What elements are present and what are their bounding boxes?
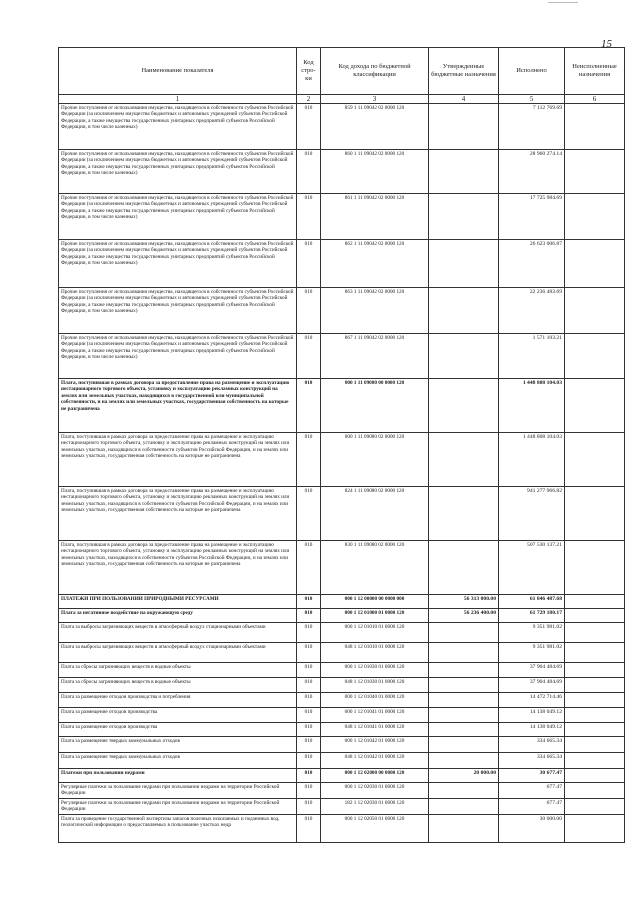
row-line-code: 010 xyxy=(297,433,321,487)
row-line-code: 010 xyxy=(297,379,321,433)
row-executed: 9 351 981.02 xyxy=(499,643,565,663)
row-income-code: 000 1 11 09080 02 0000 120 xyxy=(321,433,429,487)
row-executed: 14 138 049.12 xyxy=(499,723,565,737)
row-name: Прочие поступления от использования имущества, находящегося в собственности субъектов Российской Федерации (за исключением имущества бюджетных и автономных учреждений субъектов Российской Федерации, а также имущества государственных унитарных предприятий субъектов Российской Федерации, в том числе казенных) xyxy=(59,334,297,379)
row-approved xyxy=(429,783,499,799)
row-name: Платежи при пользовании недрами xyxy=(59,769,297,783)
table-row xyxy=(59,150,625,194)
row-unexecuted xyxy=(565,595,625,609)
table-row xyxy=(59,104,625,150)
row-line-code: 010 xyxy=(297,799,321,815)
row-executed: 61 729 180.17 xyxy=(499,609,565,623)
table-row xyxy=(59,334,625,379)
table-row xyxy=(59,623,625,643)
row-income-code: 000 1 12 01000 01 0000 120 xyxy=(321,609,429,623)
row-line-code: 010 xyxy=(297,753,321,769)
row-income-code: 048 1 12 01042 01 0000 120 xyxy=(321,753,429,769)
row-executed: 22 236 483.69 xyxy=(499,288,565,334)
row-income-code: 860 1 11 09042 02 0000 120 xyxy=(321,150,429,194)
table-row xyxy=(59,541,625,595)
row-executed: 1 571 103.21 xyxy=(499,334,565,379)
row-executed: 30 677.47 xyxy=(499,769,565,783)
column-number: 6 xyxy=(565,95,625,104)
table-row xyxy=(59,609,625,623)
row-name: Прочие поступления от использования имущества, находящегося в собственности субъектов Российской Федерации (за исключением имущества бюджетных и автономных учреждений субъектов Российской Федерации, а также имущества государственных унитарных предприятий субъектов Российской Федерации, в том числе казенных) xyxy=(59,240,297,288)
table-row xyxy=(59,288,625,334)
table-header-row xyxy=(59,48,625,95)
row-unexecuted xyxy=(565,693,625,708)
row-income-code: 000 1 12 01042 01 0000 120 xyxy=(321,737,429,753)
row-approved: 56 236 400.00 xyxy=(429,609,499,623)
row-income-code: 000 1 12 01030 01 0000 120 xyxy=(321,663,429,678)
table-row xyxy=(59,379,625,433)
row-income-code: 182 1 12 02030 01 0000 120 xyxy=(321,799,429,815)
page-number: 15 xyxy=(601,38,612,50)
column-number: 3 xyxy=(321,95,429,104)
row-income-code: 824 1 11 09080 02 0000 120 xyxy=(321,487,429,541)
row-name: Регулярные платежи за пользование недрами при пользовании недрами на территории Российской Федерации xyxy=(59,783,297,799)
column-number: 2 xyxy=(297,95,321,104)
row-executed: 7 112 769.69 xyxy=(499,104,565,150)
row-executed: 1 448 808 104.03 xyxy=(499,433,565,487)
row-name: Прочие поступления от использования имущества, находящегося в собственности субъектов Российской Федерации (за исключением имущества бюджетных и автономных учреждений субъектов Российской Федерации, а также имущества государственных унитарных предприятий субъектов Российской Федерации, в том числе казенных) xyxy=(59,288,297,334)
row-approved xyxy=(429,433,499,487)
table-row xyxy=(59,595,625,609)
row-executed: 14 472 714.46 xyxy=(499,693,565,708)
row-approved xyxy=(429,104,499,150)
row-line-code: 010 xyxy=(297,769,321,783)
row-approved xyxy=(429,737,499,753)
row-executed: 677.47 xyxy=(499,799,565,815)
scan-artifact-line xyxy=(548,2,578,3)
row-income-code: 048 1 12 01041 01 0000 120 xyxy=(321,723,429,737)
header-line-code: Код стро-ки xyxy=(297,48,321,95)
row-unexecuted xyxy=(565,723,625,737)
row-unexecuted xyxy=(565,541,625,595)
row-unexecuted xyxy=(565,663,625,678)
row-executed: 61 846 487.68 xyxy=(499,595,565,609)
table-row xyxy=(59,643,625,663)
header-executed: Исполнено xyxy=(499,48,565,95)
row-line-code: 010 xyxy=(297,541,321,595)
row-approved xyxy=(429,693,499,708)
row-executed: 37 904 484.69 xyxy=(499,663,565,678)
column-number: 5 xyxy=(499,95,565,104)
row-approved xyxy=(429,678,499,693)
table-row xyxy=(59,753,625,769)
row-executed: 9 351 981.02 xyxy=(499,623,565,643)
row-approved: 20 000.00 xyxy=(429,769,499,783)
row-income-code: 000 1 11 09080 00 0000 120 xyxy=(321,379,429,433)
row-unexecuted xyxy=(565,737,625,753)
row-income-code: 862 1 11 09042 02 0000 120 xyxy=(321,240,429,288)
row-executed: 17 725 984.69 xyxy=(499,194,565,240)
row-line-code: 010 xyxy=(297,609,321,623)
row-line-code: 010 xyxy=(297,150,321,194)
row-income-code: 000 1 12 02050 01 0000 120 xyxy=(321,815,429,843)
row-unexecuted xyxy=(565,433,625,487)
row-name: Плата, поступившая в рамках договора за предоставление права на размещение и эксплуатацию нестационарного торгового объекта, установку и эксплуатацию рекламных конструкций на землях или земельных участках, находящихся в собственности субъектов Российской Федерации, и на землях или земельных участках, государственная собственность на которые не разграничена xyxy=(59,487,297,541)
row-unexecuted xyxy=(565,104,625,150)
row-name: Плата за проведение государственной экспертизы запасов полезных ископаемых и подземных вод, геологической информации о предоставляемых в пользование участках недр xyxy=(59,815,297,843)
row-approved xyxy=(429,663,499,678)
column-number-row xyxy=(59,95,625,104)
row-approved xyxy=(429,643,499,663)
row-name: Плата за сбросы загрязняющих веществ в водные объекты xyxy=(59,678,297,693)
table-row xyxy=(59,433,625,487)
table-row xyxy=(59,799,625,815)
table-row xyxy=(59,737,625,753)
row-name: Прочие поступления от использования имущества, находящегося в собственности субъектов Российской Федерации (за исключением имущества бюджетных и автономных учреждений субъектов Российской Федерации, а также имущества государственных унитарных предприятий субъектов Российской Федерации, в том числе казенных) xyxy=(59,104,297,150)
row-line-code: 010 xyxy=(297,783,321,799)
row-name: Плата, поступившая в рамках договора за предоставление права на размещение и эксплуатацию нестационарного торгового объекта, установку и эксплуатацию рекламных конструкций на землях или земельных участках, находящихся в собственности субъектов Российской Федерации, и на землях или земельных участках, государственная собственность на которые не разграничена xyxy=(59,433,297,487)
table-row xyxy=(59,815,625,843)
row-executed: 677.47 xyxy=(499,783,565,799)
row-unexecuted xyxy=(565,288,625,334)
row-income-code: 000 1 12 00000 00 0000 000 xyxy=(321,595,429,609)
row-unexecuted xyxy=(565,623,625,643)
row-line-code: 010 xyxy=(297,623,321,643)
row-income-code: 000 1 12 01041 01 0000 120 xyxy=(321,708,429,723)
row-name: Плата за размещение отходов производства xyxy=(59,723,297,737)
row-name: Плата за размещение отходов производства и потребления xyxy=(59,693,297,708)
row-line-code: 010 xyxy=(297,104,321,150)
row-unexecuted xyxy=(565,799,625,815)
table-row xyxy=(59,663,625,678)
row-name: Плата за размещение отходов производства xyxy=(59,708,297,723)
row-name: Плата за сбросы загрязняющих веществ в водные объекты xyxy=(59,663,297,678)
row-approved xyxy=(429,487,499,541)
row-income-code: 867 1 11 09042 02 0000 120 xyxy=(321,334,429,379)
row-income-code: 000 1 12 01040 01 0000 120 xyxy=(321,693,429,708)
row-approved xyxy=(429,379,499,433)
row-line-code: 010 xyxy=(297,194,321,240)
row-approved xyxy=(429,150,499,194)
column-number: 4 xyxy=(429,95,499,104)
row-line-code: 010 xyxy=(297,723,321,737)
row-executed: 37 904 484.69 xyxy=(499,678,565,693)
table-row xyxy=(59,487,625,541)
table-row xyxy=(59,769,625,783)
row-executed: 941 277 966.82 xyxy=(499,487,565,541)
row-name: Плата за выбросы загрязняющих веществ в атмосферный воздух стационарными объектами xyxy=(59,643,297,663)
row-unexecuted xyxy=(565,240,625,288)
row-income-code: 861 1 11 09042 02 0000 120 xyxy=(321,194,429,240)
row-approved xyxy=(429,708,499,723)
header-unexecuted: Неисполненные назначения xyxy=(565,48,625,95)
row-approved: 56 313 000.00 xyxy=(429,595,499,609)
row-executed: 14 138 049.12 xyxy=(499,708,565,723)
row-income-code: 000 1 12 02000 00 0000 120 xyxy=(321,769,429,783)
row-executed: 30 000.00 xyxy=(499,815,565,843)
row-income-code: 000 1 12 02030 01 0000 120 xyxy=(321,783,429,799)
row-unexecuted xyxy=(565,678,625,693)
row-approved xyxy=(429,541,499,595)
row-name: Плата за размещение твердых коммунальных отходов xyxy=(59,753,297,769)
row-approved xyxy=(429,240,499,288)
row-executed: 334 665.34 xyxy=(499,737,565,753)
row-unexecuted xyxy=(565,379,625,433)
row-unexecuted xyxy=(565,708,625,723)
row-name: ПЛАТЕЖИ ПРИ ПОЛЬЗОВАНИИ ПРИРОДНЫМИ РЕСУРСАМИ xyxy=(59,595,297,609)
row-approved xyxy=(429,815,499,843)
row-unexecuted xyxy=(565,769,625,783)
row-approved xyxy=(429,799,499,815)
row-approved xyxy=(429,288,499,334)
row-approved xyxy=(429,753,499,769)
row-income-code: 859 1 11 09042 02 0000 120 xyxy=(321,104,429,150)
row-income-code: 863 1 11 09042 02 0000 120 xyxy=(321,288,429,334)
row-line-code: 010 xyxy=(297,643,321,663)
header-approved: Утвержденные бюджетные назначения xyxy=(429,48,499,95)
row-line-code: 010 xyxy=(297,815,321,843)
row-unexecuted xyxy=(565,815,625,843)
row-unexecuted xyxy=(565,194,625,240)
row-name: Плата за размещение твердых коммунальных отходов xyxy=(59,737,297,753)
row-line-code: 010 xyxy=(297,708,321,723)
row-executed: 334 665.34 xyxy=(499,753,565,769)
row-name: Прочие поступления от использования имущества, находящегося в собственности субъектов Российской Федерации (за исключением имущества бюджетных и автономных учреждений субъектов Российской Федерации, а также имущества государственных унитарных предприятий субъектов Российской Федерации, в том числе казенных) xyxy=(59,150,297,194)
row-line-code: 010 xyxy=(297,288,321,334)
row-approved xyxy=(429,623,499,643)
row-line-code: 010 xyxy=(297,737,321,753)
row-name: Регулярные платежи за пользование недрами при пользовании недрами на территории Российской Федерации xyxy=(59,799,297,815)
row-line-code: 010 xyxy=(297,487,321,541)
row-executed: 507 530 137.21 xyxy=(499,541,565,595)
row-income-code: 830 1 11 09080 02 0000 120 xyxy=(321,541,429,595)
table-row xyxy=(59,723,625,737)
table-row xyxy=(59,783,625,799)
row-unexecuted xyxy=(565,609,625,623)
table-row xyxy=(59,240,625,288)
table-row xyxy=(59,678,625,693)
row-executed: 26 623 006.87 xyxy=(499,240,565,288)
row-income-code: 048 1 12 01030 01 0000 120 xyxy=(321,678,429,693)
header-indicator-name: Наименование показателя xyxy=(59,48,297,95)
column-number: 1 xyxy=(59,95,297,104)
table-row xyxy=(59,194,625,240)
table-row xyxy=(59,693,625,708)
header-income-code: Код дохода по бюджетной классификации xyxy=(321,48,429,95)
row-approved xyxy=(429,334,499,379)
row-unexecuted xyxy=(565,334,625,379)
row-unexecuted xyxy=(565,487,625,541)
row-line-code: 010 xyxy=(297,678,321,693)
row-name: Прочие поступления от использования имущества, находящегося в собственности субъектов Российской Федерации (за исключением имущества бюджетных и автономных учреждений субъектов Российской Федерации, а также имущества государственных унитарных предприятий субъектов Российской Федерации, в том числе казенных) xyxy=(59,194,297,240)
table-row xyxy=(59,708,625,723)
budget-execution-table xyxy=(58,47,625,843)
row-income-code: 000 1 12 01010 01 0000 120 xyxy=(321,623,429,643)
row-approved xyxy=(429,194,499,240)
row-unexecuted xyxy=(565,783,625,799)
row-name: Плата, поступившая в рамках договора за предоставление права на размещение и эксплуатацию нестационарного торгового объекта, установку и эксплуатацию рекламных конструкций на землях или земельных участках, находящихся в собственности субъектов Российской Федерации, и на землях или земельных участках, государственная собственность на которые не разграничена xyxy=(59,541,297,595)
row-approved xyxy=(429,723,499,737)
row-line-code: 010 xyxy=(297,240,321,288)
row-executed: 1 448 808 104.03 xyxy=(499,379,565,433)
row-unexecuted xyxy=(565,753,625,769)
row-name: Плата, поступившая в рамках договора за предоставление права на размещение и эксплуатацию нестационарного торгового объекта, установку и эксплуатацию рекламных конструкций на землях или земельных участках, находящихся в государственной или муниципальной собственности, и на землях или земельных участках, государственная собственность на которые не разграничена xyxy=(59,379,297,433)
row-income-code: 048 1 12 01010 01 0000 120 xyxy=(321,643,429,663)
row-name: Плата за выбросы загрязняющих веществ в атмосферный воздух стационарными объектами xyxy=(59,623,297,643)
row-line-code: 010 xyxy=(297,334,321,379)
row-line-code: 010 xyxy=(297,693,321,708)
row-line-code: 010 xyxy=(297,595,321,609)
row-unexecuted xyxy=(565,150,625,194)
row-unexecuted xyxy=(565,643,625,663)
row-executed: 28 960 274.14 xyxy=(499,150,565,194)
row-name: Плата за негативное воздействие на окружающую среду xyxy=(59,609,297,623)
row-line-code: 010 xyxy=(297,663,321,678)
